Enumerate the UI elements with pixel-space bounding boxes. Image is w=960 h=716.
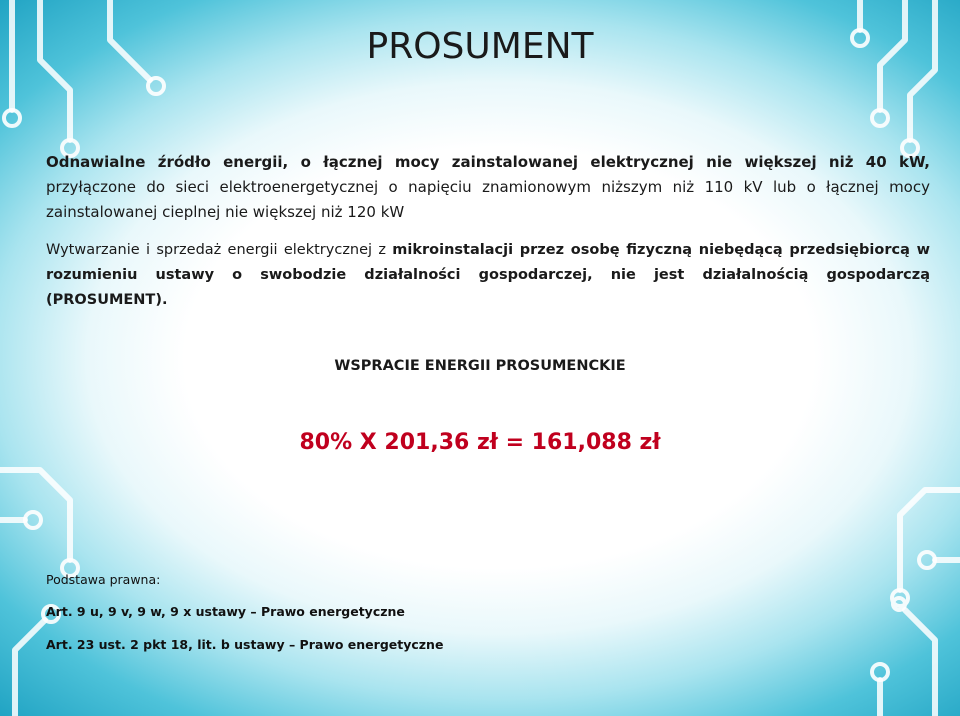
definition-paragraph <box>46 150 930 225</box>
production-paragraph <box>46 238 930 313</box>
definition-bold-text: Odnawialne źródło energii, o łącznej mocy zainstalowanej elektrycznej nie większej niż 40 kW, <box>46 153 930 171</box>
legal-basis-title: Podstawa prawna: <box>46 572 161 587</box>
legal-basis-item: Art. 9 u, 9 v, 9 w, 9 x ustawy – Prawo energetyczne <box>46 604 405 619</box>
production-text-bold: mikroinstalacji przez osobę fizyczną niebędącą przedsiębiorcą w rozumieniu ustawy o swobodzie działalności gospodarczej, nie jest działalnością gospodarczą (PROSUMENT). <box>46 242 930 308</box>
support-formula: 80% X 201,36 zł = 161,088 zł <box>299 430 661 455</box>
definition-rest-text: przyłączone do sieci elektroenergetycznej o napięciu znamionowym niższym niż 110 kV lub o łącznej mocy zainstalowanej cieplnej nie większej niż 120 kW <box>46 178 930 221</box>
slide-title: PROSUMENT <box>366 26 594 67</box>
production-text-regular: Wytwarzanie i sprzedaż energii elektrycznej z <box>46 242 393 258</box>
legal-basis-item: Art. 23 ust. 2 pkt 18, lit. b ustawy – Prawo energetyczne <box>46 637 444 652</box>
support-heading: WSPRACIE ENERGII PROSUMENCKIE <box>334 358 626 374</box>
